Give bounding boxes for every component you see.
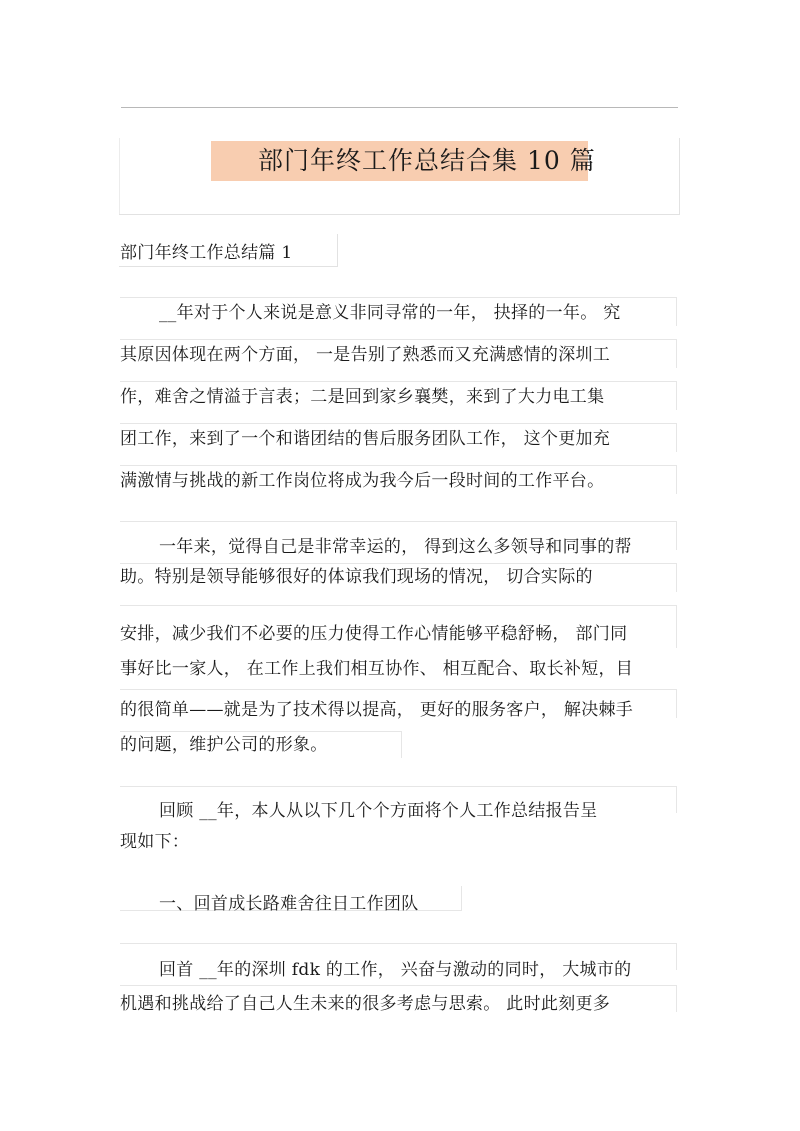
paragraph-1-line-3: 作，难舍之情溢于言表；二是回到家乡襄樊，来到了大力电工集 bbox=[120, 387, 605, 407]
paragraph-2-line-3: 安排，减少我们不必要的压力使得工作心情能够平稳舒畅， 部门同 bbox=[120, 624, 628, 644]
paragraph-2-line-1: 一年来，觉得自己是非常幸运的， 得到这么多领导和同事的帮 bbox=[159, 537, 632, 557]
paragraph-1-line-5: 满激情与挑战的新工作岗位将成为我今后一段时间的工作平台。 bbox=[120, 471, 605, 491]
section-title: 部门年终工作总结篇 1 bbox=[120, 243, 293, 263]
paragraph-4-line-1: 回首 __年的深圳 fdk 的工作， 兴奋与激动的同时， 大城市的 bbox=[159, 960, 632, 980]
paragraph-1-line-1: __年对于个人来说是意义非同寻常的一年， 抉择的一年。 究 bbox=[159, 303, 621, 323]
section-heading: 一、回首成长路难舍往日工作团队 bbox=[159, 894, 419, 914]
paragraph-4-line-2: 机遇和挑战给了自己人生未来的很多考虑与思索。 此时此刻更多 bbox=[120, 994, 611, 1014]
paragraph-2-line-4: 事好比一家人， 在工作上我们相互协作、 相互配合、取长补短，目 bbox=[120, 659, 634, 679]
paragraph-3-line-2: 现如下： bbox=[120, 832, 190, 852]
paragraph-3-line-1: 回顾 __年，本人从以下几个个方面将个人工作总结报告呈 bbox=[159, 801, 598, 821]
paragraph-2-line-6: 的问题，维护公司的形象。 bbox=[120, 735, 328, 755]
header-rule bbox=[121, 107, 678, 108]
paragraph-2-line-2: 助。特别是领导能够很好的体谅我们现场的情况， 切合实际的 bbox=[120, 567, 593, 587]
paragraph-1-line-2: 其原因体现在两个方面， 一是告别了熟悉而又充满感情的深圳工 bbox=[120, 345, 611, 365]
paragraph-2-line-5: 的很简单——就是为了技术得以提高， 更好的服务客户， 解决棘手 bbox=[120, 700, 634, 720]
paragraph-1-line-4: 团工作，来到了一个和谐团结的售后服务团队工作， 这个更加充 bbox=[120, 429, 611, 449]
document-title: 部门年终工作总结合集 10 篇 bbox=[258, 146, 596, 175]
